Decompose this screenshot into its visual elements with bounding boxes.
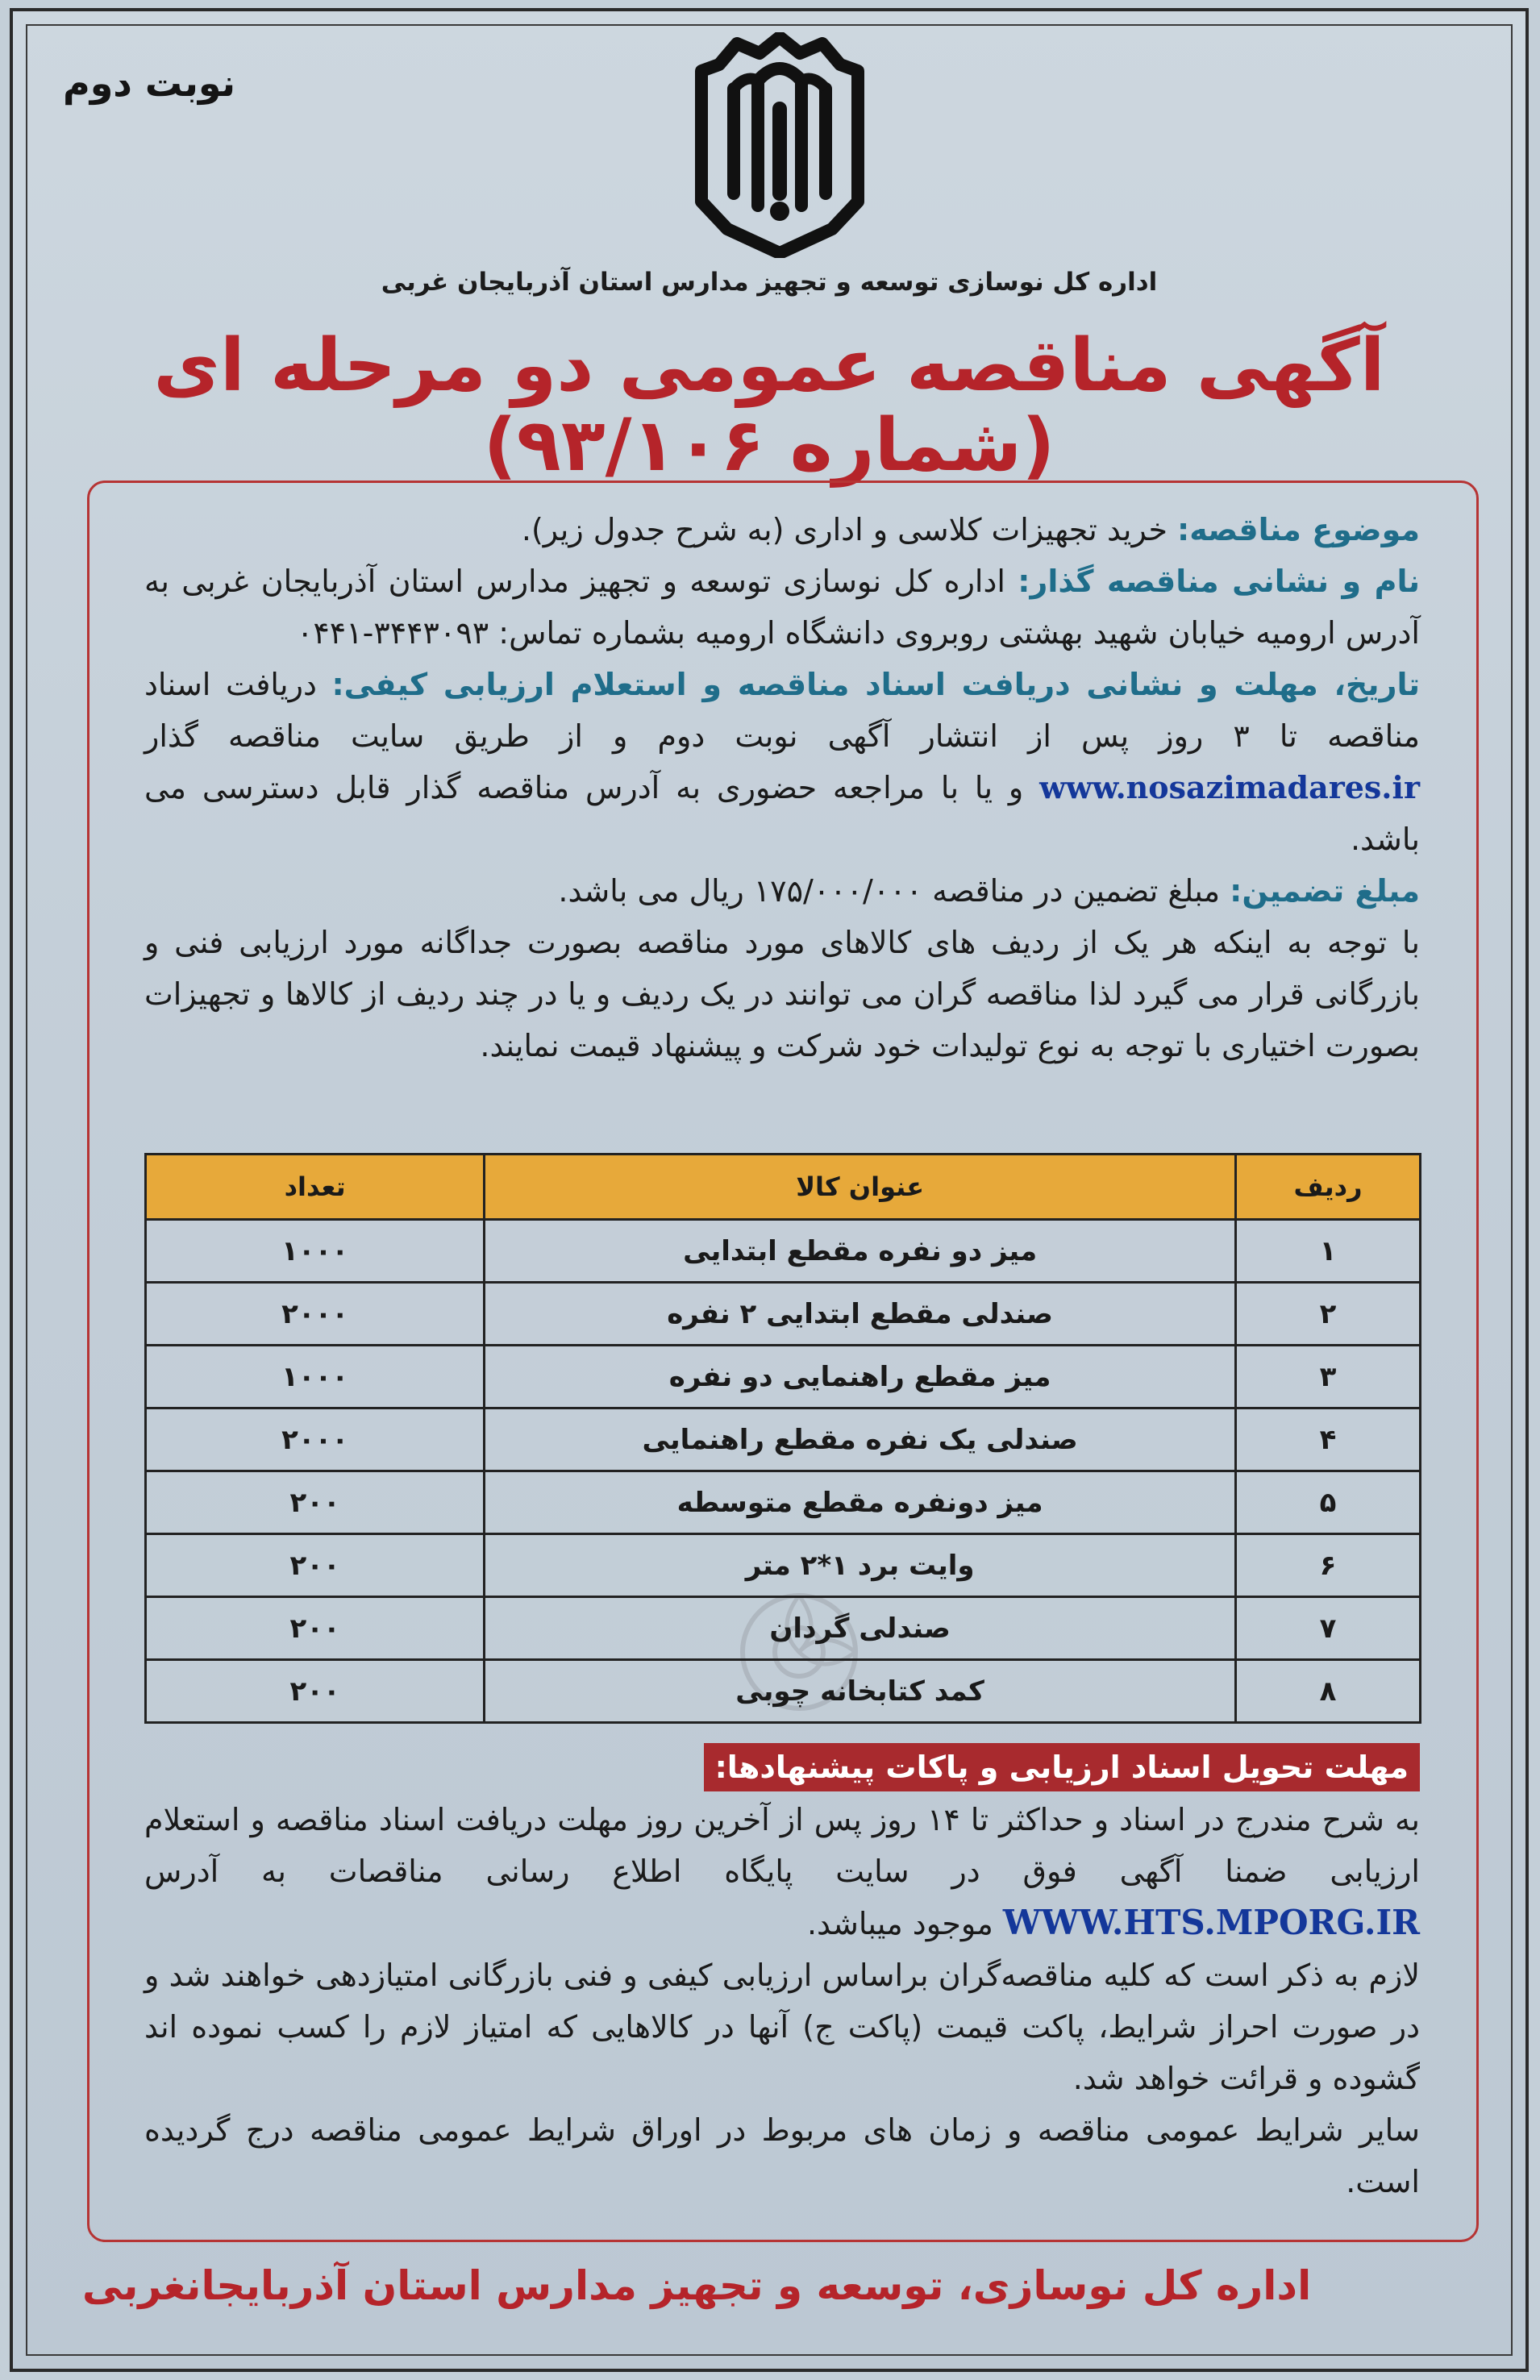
row-number: ۵ (1236, 1471, 1421, 1534)
other-conditions-note: سایر شرایط عمومی مناقصه و زمان های مربوط در اوراق شرایط عمومی مناقصه درج گردیده است. (144, 2112, 1420, 2199)
items-table (144, 1153, 1421, 1724)
item-title: کمد کتابخانه چوبی (485, 1660, 1236, 1723)
item-title: میز مقطع راهنمایی دو نفره (485, 1346, 1236, 1408)
organizer-text: اداره کل نوسازی توسعه و تجهیز مدارس استان آذربایجان غربی به آدرس ارومیه خیابان شهید بهشتی روبروی دانشگاه ارومیه بشماره تماس: (144, 564, 1420, 651)
table-row (146, 1660, 1421, 1723)
item-title: صندلی گردان (485, 1597, 1236, 1660)
item-title: صندلی یک نفره مقطع راهنمایی (485, 1408, 1236, 1471)
item-quantity: ۲۰۰۰ (146, 1283, 485, 1346)
deadline-details (144, 1794, 1420, 2207)
subject-paragraph (144, 504, 1420, 555)
organizer-website-link[interactable]: www.nosazimadares.ir (1039, 769, 1420, 805)
item-quantity: ۱۰۰۰ (146, 1220, 485, 1283)
subject-text: خرید تجهیزات کلاسی و اداری (به شرح جدول زیر). (521, 512, 1167, 547)
tender-details (144, 504, 1420, 1071)
item-title: میز دو نفره مقطع ابتدایی (485, 1220, 1236, 1283)
item-title: وایت برد ۱*۲ متر (485, 1534, 1236, 1597)
item-quantity: ۲۰۰ (146, 1660, 485, 1723)
organization-name-top: اداره کل نوسازی توسعه و تجهیز مدارس استان آذربایجان غربی (381, 268, 1158, 297)
table-row (146, 1346, 1421, 1408)
item-quantity: ۲۰۰۰ (146, 1408, 485, 1471)
organizer-label: نام و نشانی مناقصه گذار: (1018, 564, 1420, 599)
newspaper-page (10, 8, 1529, 2372)
column-header-row: ردیف (1236, 1155, 1421, 1220)
tender-content-box (87, 481, 1479, 2242)
deadline-text-1: به شرح مندرج در اسناد و حداکثر تا ۱۴ روز پس از آخرین روز مهلت دریافت اسناد مناقصه و استعلام ارزیابی ضمنا آگهی فوق در سایت پایگاه اطلاع رسانی مناقصات به آدرس (144, 1802, 1421, 1889)
table-row (146, 1534, 1421, 1597)
deadline-label: مهلت تحویل اسناد ارزیابی و پاکات پیشنهادها: (704, 1743, 1420, 1791)
column-header-title: عنوان کالا (485, 1155, 1236, 1220)
documents-text-2: و یا با مراجعه حضوری به آدرس مناقصه گذار قابل دسترسی می باشد. (144, 770, 1420, 857)
row-number: ۲ (1236, 1283, 1421, 1346)
row-number: ۸ (1236, 1660, 1421, 1723)
item-quantity: ۲۰۰ (146, 1471, 485, 1534)
table-row (146, 1220, 1421, 1283)
row-number: ۶ (1236, 1534, 1421, 1597)
organizer-paragraph (144, 555, 1420, 659)
subject-label: موضوع مناقصه: (1177, 512, 1420, 547)
organization-logo-icon (687, 32, 872, 258)
row-number: ۳ (1236, 1346, 1421, 1408)
table-row (146, 1283, 1421, 1346)
documents-text-1: دریافت اسناد مناقصه تا ۳ روز پس از انتشار آگهی نوبت دوم و از طریق سایت مناقصه گذار (144, 667, 1420, 754)
deadline-paragraph (144, 1794, 1420, 1949)
column-header-quantity: تعداد (146, 1155, 485, 1220)
item-quantity: ۲۰۰ (146, 1597, 485, 1660)
turn-label: نوبت دوم (63, 61, 236, 105)
row-number: ۷ (1236, 1597, 1421, 1660)
tender-title: آگهی مناقصه عمومی دو مرحله ای (شماره ۹۳/۱۰۶) (153, 323, 1385, 488)
guarantee-label: مبلغ تضمین: (1230, 873, 1420, 909)
table-row (146, 1408, 1421, 1471)
guarantee-paragraph (144, 865, 1420, 917)
scoring-note: لازم به ذکر است که کلیه مناقصه‌گران براساس ارزیابی کیفی و فنی بازرگانی امتیازدهی خواهند شد و در صورت احراز شرایط، پاکت قیمت (پاکت ج) آنها در کالاهایی که امتیاز لازم را کسب نموده اند گشوده و قرائت خواهد شد. (144, 1958, 1420, 2096)
documents-label: تاریخ، مهلت و نشانی دریافت اسناد مناقصه و استعلام ارزیابی کیفی: (331, 667, 1420, 702)
guarantee-text: مبلغ تضمین در مناقصه ۱۷۵/۰۰۰/۰۰۰ ریال می باشد. (558, 873, 1221, 909)
item-title: صندلی مقطع ابتدایی ۲ نفره (485, 1283, 1236, 1346)
deadline-text-2: موجود میباشد. (806, 1906, 993, 1941)
documents-paragraph (144, 659, 1420, 865)
contact-phone: ۰۴۴۱-۳۴۴۳۰۹۳ (296, 615, 489, 651)
organization-name-bottom: اداره کل نوسازی، توسعه و تجهیز مدارس استان آذربایجانغربی (82, 2262, 1312, 2309)
item-title: میز دونفره مقطع متوسطه (485, 1471, 1236, 1534)
table-row (146, 1471, 1421, 1534)
row-number: ۴ (1236, 1408, 1421, 1471)
row-number: ۱ (1236, 1220, 1421, 1283)
hts-website-link[interactable]: WWW.HTS.MPORG.IR (1002, 1903, 1420, 1942)
evaluation-note: با توجه به اینکه هر یک از ردیف های کالاهای مورد مناقصه بصورت جداگانه مورد ارزیابی فنی و بازرگانی قرار می گیرد لذا مناقصه گران می توانند در یک ردیف و یا در چند ردیف از کالاها و تجهیزات بصورت اختیاری با توجه به نوع تولیدات خود شرکت و پیشنهاد قیمت نمایند. (144, 925, 1420, 1063)
item-quantity: ۱۰۰۰ (146, 1346, 485, 1408)
item-quantity: ۲۰۰ (146, 1534, 485, 1597)
table-header-row (146, 1155, 1421, 1220)
table-row (146, 1597, 1421, 1660)
